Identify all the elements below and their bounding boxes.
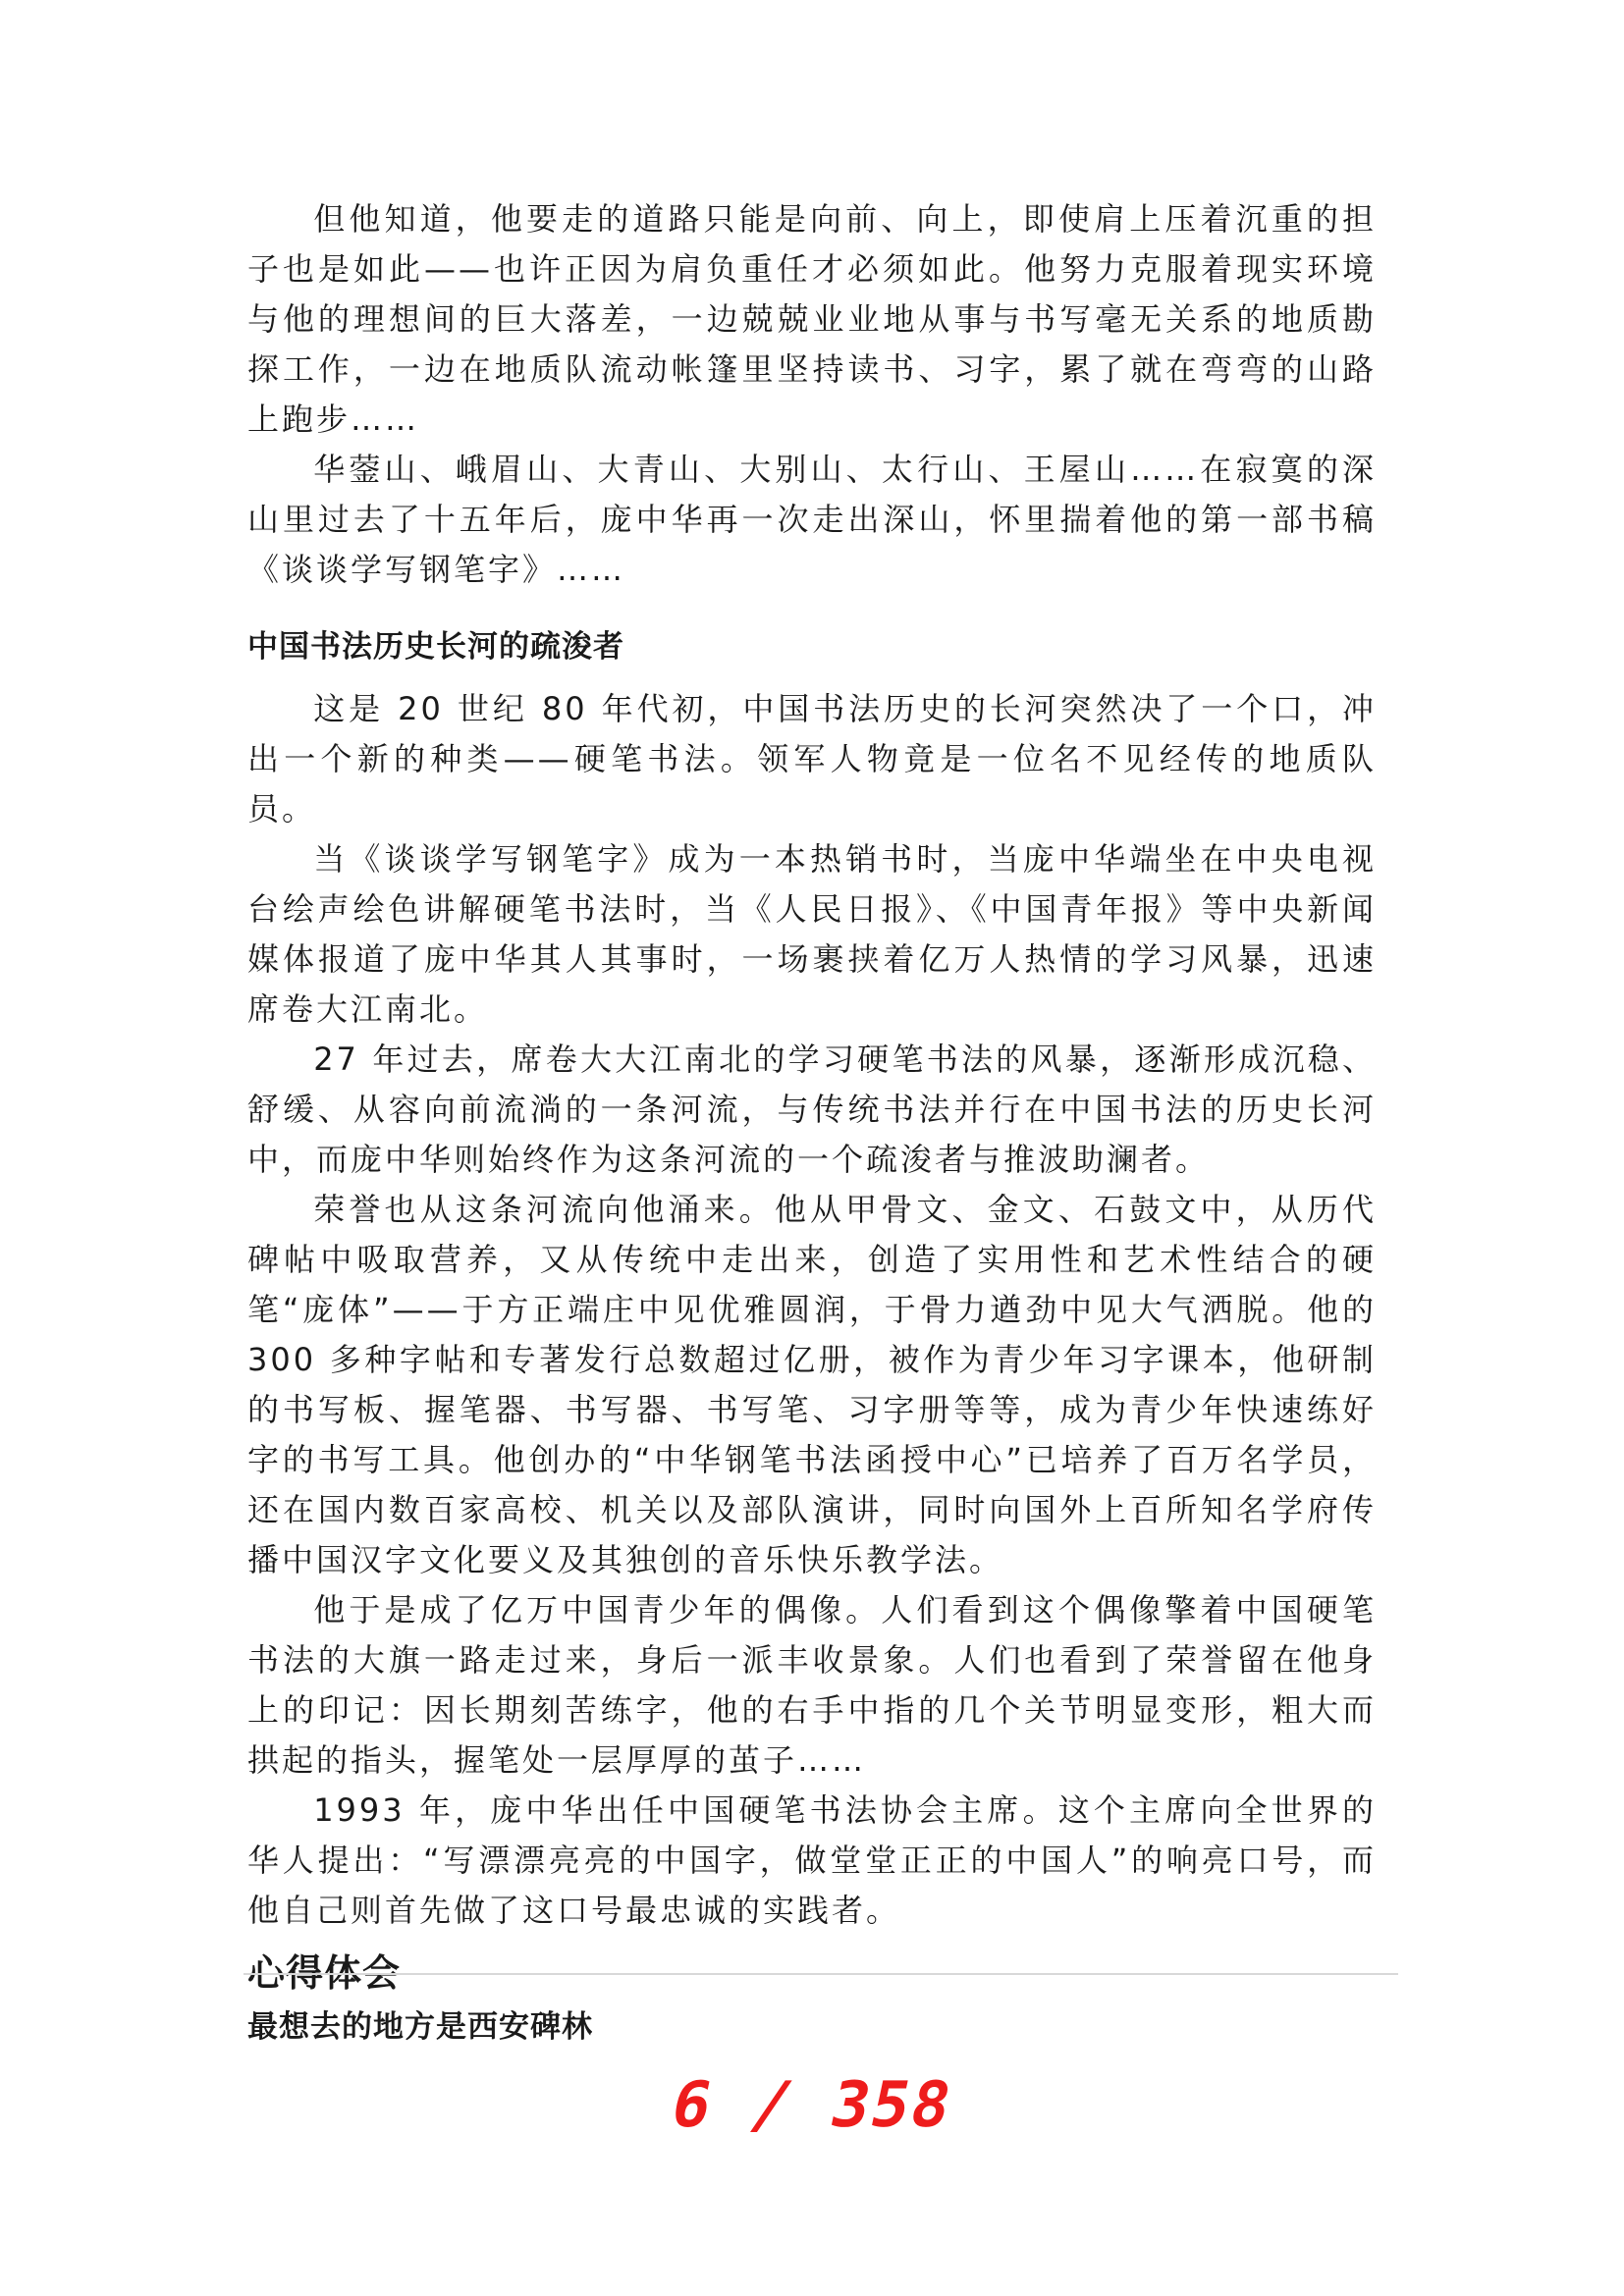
paragraph: 27 年过去，席卷大大江南北的学习硬笔书法的风暴，逐渐形成沉稳、舒缓、从容向前流淌的一条河流，与传统书法并行在中国书法的历史长河中，而庞中华则始终作为这条河流的一个疏浚者与推波助澜者。	[247, 1041, 1377, 1178]
paragraph: 这是 20 世纪 80 年代初，中国书法历史的长河突然决了一个口，冲出一个新的种类——硬笔书法。领军人物竟是一位名不见经传的地质队员。	[247, 690, 1377, 828]
page-counter: 6 / 358	[665, 2069, 959, 2142]
section-heading: 中国书法历史长河的疏浚者	[247, 629, 624, 665]
paragraph: 但他知道，他要走的道路只能是向前、向上，即使肩上压着沉重的担子也是如此——也许正因为肩负重任才必须如此。他努力克服着现实环境与他的理想间的巨大落差，一边兢兢业业地从事与书写毫无关系的地质勘探工作，一边在地质队流动帐篷里坚持读书、习字，累了就在弯弯的山路上跑步……	[247, 200, 1377, 438]
section-divider	[244, 1973, 1398, 1975]
paragraph: 1993 年，庞中华出任中国硬笔书法协会主席。这个主席向全世界的华人提出：“写漂漂亮亮的中国字，做堂堂正正的中国人”的响亮口号，而他自己则首先做了这口号最忠诚的实践者。	[247, 1791, 1377, 1929]
section-heading-large: 心得体会	[247, 1951, 402, 1995]
paragraph: 华蓥山、峨眉山、大青山、大别山、太行山、王屋山……在寂寞的深山里过去了十五年后，庞中华再一次走出深山，怀里揣着他的第一部书稿《谈谈学写钢笔字》……	[247, 451, 1377, 588]
section-heading: 最想去的地方是西安碑林	[247, 2009, 593, 2045]
paragraph: 当《谈谈学写钢笔字》成为一本热销书时，当庞中华端坐在中央电视台绘声绘色讲解硬笔书法时，当《人民日报》、《中国青年报》等中央新闻媒体报道了庞中华其人其事时，一场裹挟着亿万人热情的学习风暴，迅速席卷大江南北。	[247, 840, 1377, 1028]
paragraph: 他于是成了亿万中国青少年的偶像。人们看到这个偶像擎着中国硬笔书法的大旗一路走过来，身后一派丰收景象。人们也看到了荣誉留在他身上的印记：因长期刻苦练字，他的右手中指的几个关节明显变形，粗大而拱起的指头，握笔处一层厚厚的茧子……	[247, 1591, 1377, 1779]
document-body	[247, 194, 1377, 2022]
paragraph: 荣誉也从这条河流向他涌来。他从甲骨文、金文、石鼓文中，从历代碑帖中吸取营养，又从传统中走出来，创造了实用性和艺术性结合的硬笔“庞体”——于方正端庄中见优雅圆润，于骨力遒劲中见大气洒脱。他的 300 多种字帖和专著发行总数超过亿册，被作为青少年习字课本，他研制的书写板、握笔器、书写器、书写笔、习字册等等，成为青少年快速练好字的书写工具。他创办的“中华钢笔书法函授中心”已培养了百万名学员，还在国内数百家高校、机关以及部队演讲，同时向国外上百所知名学府传播中国汉字文化要义及其独创的音乐快乐教学法。	[247, 1191, 1377, 1578]
